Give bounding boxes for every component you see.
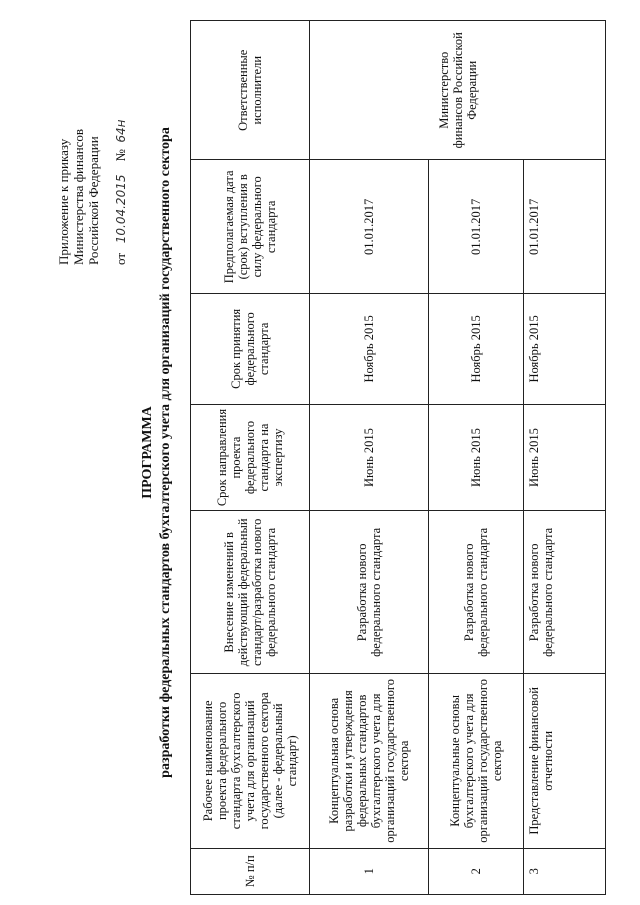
row-expertise-deadline: Июнь 2015 (524, 404, 606, 511)
row-type: Разработка нового федерального стандарта (429, 511, 524, 674)
document-title: ПРОГРАММА (140, 406, 155, 499)
approval-line-2: Министерства финансов (71, 128, 86, 265)
row-effective-date: 01.01.2017 (310, 160, 429, 294)
table-header-row (191, 21, 310, 895)
row-type: Разработка нового федерального стандарта (524, 511, 606, 674)
order-date: 10.04.2015 (114, 174, 128, 244)
row-number: 3 (524, 848, 606, 894)
row-name: Концептуальная основа разработки и утверждения федеральных стандартов бухгалтерского учета для организаций государственного сектора (310, 674, 429, 848)
document-subtitle: разработки федеральных стандартов бухгалтерского учета для организаций государственного сектора (158, 127, 173, 778)
order-number: 64н (114, 119, 128, 143)
approval-line-1: Приложение к приказу (56, 138, 71, 265)
row-number: 2 (429, 848, 524, 894)
header-name: Рабочее наименование проекта федерального стандарта бухгалтерского учета для организаций государственного сектора (далее - федеральный стандарт) (191, 674, 310, 848)
header-expertise-deadline: Срок направления проекта федерального стандарта на экспертизу (191, 404, 310, 511)
approval-signature-line (113, 25, 129, 265)
row-adoption-deadline: Ноябрь 2015 (310, 294, 429, 404)
row-adoption-deadline: Ноябрь 2015 (429, 294, 524, 404)
row-name: Представление финансовой отчетности (524, 674, 606, 848)
row-name: Концептуальные основы бухгалтерского учета для организаций государственного сектора (429, 674, 524, 848)
row-number: 1 (310, 848, 429, 894)
header-responsible: Ответственные исполнители (191, 21, 310, 161)
header-effective-date: Предполагаемая дата (срок) вступления в силу федерального стандарта (191, 160, 310, 294)
row-type: Разработка нового федерального стандарта (310, 511, 429, 674)
number-label: № (113, 149, 128, 162)
row-expertise-deadline: Июнь 2015 (310, 404, 429, 511)
header-number: № п/п (191, 848, 310, 894)
row-adoption-deadline: Ноябрь 2015 (524, 294, 606, 404)
row-effective-date: 01.01.2017 (524, 160, 606, 294)
table-row (310, 21, 429, 895)
program-table (190, 20, 606, 895)
responsible-cell: Министерство финансов Российской Федерации (310, 21, 606, 161)
header-adoption-deadline: Срок принятия федерального стандарта (191, 294, 310, 404)
row-expertise-deadline: Июнь 2015 (429, 404, 524, 511)
approval-block (56, 25, 129, 265)
from-label: от (113, 252, 128, 265)
approval-line-3: Российской Федерации (86, 136, 101, 265)
row-effective-date: 01.01.2017 (429, 160, 524, 294)
header-type: Внесение изменений в действующий федеральный стандарт/разработка нового федерального стандарта (191, 511, 310, 674)
